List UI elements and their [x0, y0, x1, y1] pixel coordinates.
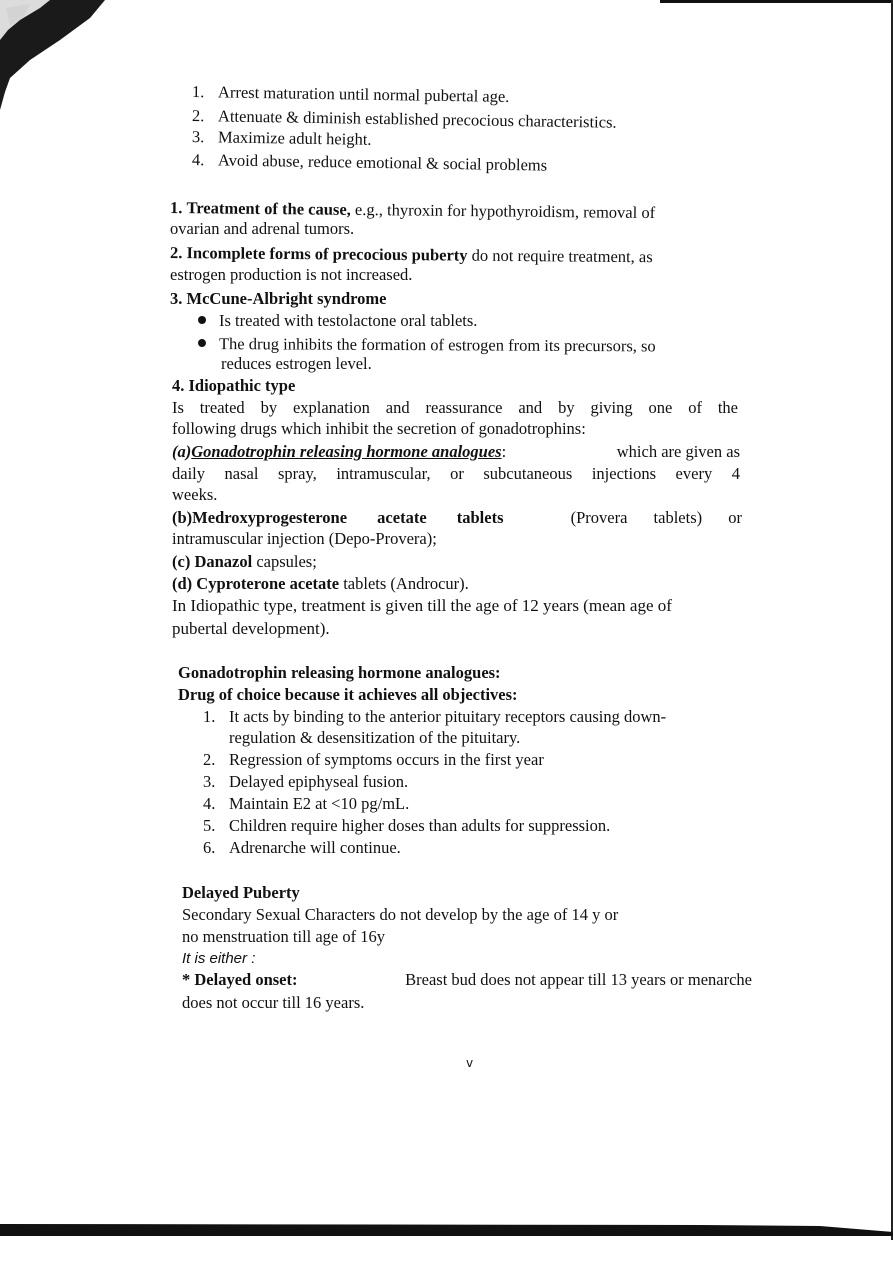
page-footer-mark: v — [466, 1056, 474, 1070]
mccune-bullet-2: The drug inhibits the formation of estrogen from its precursors, so — [198, 334, 656, 356]
objective-item-4: 4. Avoid abuse, reduce emotional & social problems — [191, 150, 548, 175]
gnrh-item-2: 2. Regression of symptoms occurs in the first year — [203, 750, 544, 769]
mccune-bullet-1: Is treated with testolactone oral tablets. — [198, 311, 477, 331]
gnrh-item-5: 5. Children require higher doses than adults for suppression. — [203, 816, 611, 835]
gnrh-item-1-cont: regulation & desensitization of the pituitary. — [229, 728, 521, 747]
drug-a-line-2: daily nasal spray, intramuscular, or subcutaneous injections every 4 — [172, 464, 740, 483]
delayed-puberty-heading: Delayed Puberty — [182, 883, 300, 902]
delayed-either: It is either : — [182, 950, 256, 967]
drug-b-line-1: (b)Medroxyprogesterone acetate tablets (Provera tablets) or — [172, 508, 742, 527]
drug-d-line: (d) Cyproterone acetate tablets (Androcur). — [172, 574, 469, 593]
objective-item-3: 3. Maximize adult height. — [191, 127, 372, 149]
objective-item-2: 2. Attenuate & diminish established precocious characteristics. — [191, 106, 617, 132]
treatment-cause-line-1: 1. Treatment of the cause, e.g., thyroxin for hypothyroidism, removal of — [169, 198, 656, 223]
incomplete-forms-line-2: estrogen production is not increased. — [170, 265, 413, 284]
bullet-dot — [198, 316, 206, 324]
drug-c-line: (c) Danazol capsules; — [172, 552, 317, 571]
mccune-albright-heading: 3. McCune-Albright syndrome — [170, 289, 387, 308]
gnrh-item-4: 4. Maintain E2 at <10 pg/mL. — [203, 794, 410, 813]
idiopathic-intro-2: following drugs which inhibit the secretion of gonadotrophins: — [172, 419, 586, 438]
incomplete-forms-line-1: 2. Incomplete forms of precocious puberty do not require treatment, as — [169, 243, 653, 267]
gnrh-heading-2: Drug of choice because it achieves all objectives: — [178, 685, 518, 704]
idiopathic-age-line-2: pubertal development). — [172, 619, 330, 638]
gnrh-heading-1: Gonadotrophin releasing hormone analogues: — [178, 663, 501, 682]
gnrh-item-1: 1. It acts by binding to the anterior pituitary receptors causing down- — [203, 707, 667, 726]
idiopathic-intro-1: Is treated by explanation and reassurance and by giving one of the — [172, 398, 738, 417]
delayed-onset-line-2: does not occur till 16 years. — [182, 993, 365, 1012]
drug-a-line-3: weeks. — [172, 485, 218, 504]
delayed-line-1: Secondary Sexual Characters do not develop by the age of 14 y or — [182, 905, 619, 924]
idiopathic-age-line-1: In Idiopathic type, treatment is given till the age of 12 years (mean age of — [172, 596, 672, 615]
mccune-bullet-2-cont: reduces estrogen level. — [221, 354, 372, 373]
gnrh-item-6: 6. Adrenarche will continue. — [203, 838, 401, 857]
delayed-line-2: no menstruation till age of 16y — [182, 927, 386, 946]
gnrh-item-3: 3. Delayed epiphyseal fusion. — [203, 772, 409, 791]
idiopathic-heading: 4. Idiopathic type — [172, 376, 296, 395]
drug-a-line-1: (a)Gonadotrophin releasing hormone analogues: which are given as — [172, 442, 740, 461]
objective-item-1: 1. Arrest maturation until normal pubertal age. — [191, 82, 510, 106]
drug-b-line-2: intramuscular injection (Depo-Provera); — [172, 529, 437, 548]
delayed-onset-line-1: * Delayed onset: Breast bud does not appear till 13 years or menarche — [182, 970, 752, 989]
treatment-cause-line-2: ovarian and adrenal tumors. — [170, 219, 355, 238]
bullet-dot — [198, 339, 206, 347]
